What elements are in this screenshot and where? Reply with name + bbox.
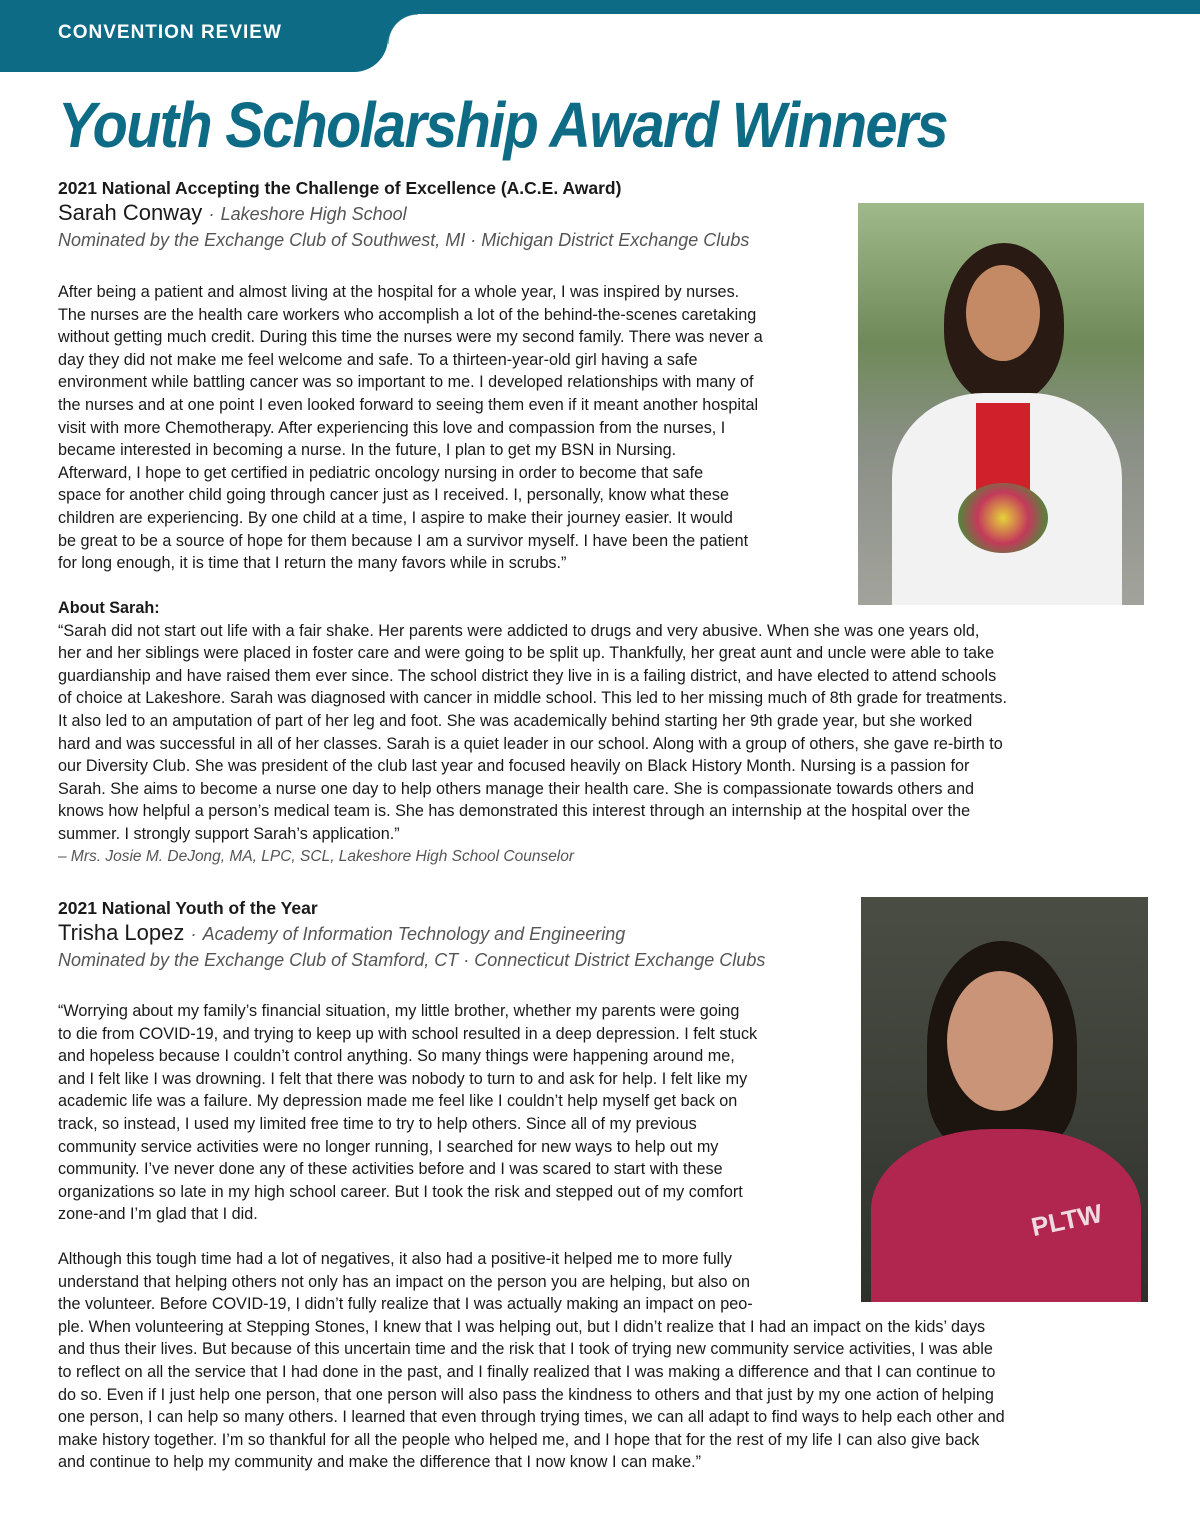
winner1-essay-line: space for another child going through cancer just as I received. I, personally, know what these [58, 486, 729, 505]
winner2-essay-line: and thus their lives. But because of this uncertain time and the risk that I took of trying new community service activities, I was able [58, 1340, 993, 1359]
winner2-essay-line: and continue to help my community and make the difference that I now know I can make.” [58, 1453, 702, 1472]
winner2-essay-line: and I felt like I was drowning. I felt that there was nobody to turn to and ask for help. I felt like my [58, 1069, 748, 1088]
winner2-photo [861, 897, 1148, 1302]
winner2-essay-line: organizations so late in my high school career. But I took the risk and stepped out of my comfort [58, 1182, 743, 1201]
winner2-essay-part2 [58, 1248, 1148, 1474]
winner1-about-line: It also led to an amputation of part of her leg and foot. She was academically behind starting her 9th grade year, but she worked [58, 711, 973, 730]
winner1-separator: · [208, 204, 215, 224]
winner2-header [58, 897, 858, 972]
winner2-essay-line: one person, I can help so many others. I learned that even through trying times, we can all adapt to find ways to help each other and [58, 1408, 1005, 1427]
winner2-essay-part1 [58, 1000, 858, 1226]
winner2-essay-line: “Worrying about my family’s financial situation, my little brother, whether my parents were going [58, 1002, 740, 1020]
winner2-essay-line: ple. When volunteering at Stepping Stones, I knew that I was helping out, but I didn’t realize that I had an impact on the kids’ days [58, 1317, 986, 1336]
section-label: CONVENTION REVIEW [58, 22, 282, 43]
flower-bouquet-shape [958, 483, 1048, 553]
winner1-essay-line: day they did not make me feel welcome and safe. To a thirteen-year-old girl having a safe [58, 350, 698, 369]
winner2-essay-line: to reflect on all the service that I had done in the past, and I finally realized that I was making a difference and that I can continue to [58, 1362, 996, 1381]
winner2-essay-line: zone-and I’m glad that I did. [58, 1205, 258, 1224]
winner1-about [58, 597, 1148, 868]
winner1-signoff: – Mrs. Josie M. DeJong, MA, LPC, SCL, Lakeshore High School Counselor [58, 847, 575, 865]
winner2-essay-line: to die from COVID-19, and trying to keep up with school resulted in a deep depression. I felt stuck [58, 1024, 758, 1043]
winner1-essay-line: environment while battling cancer was so important to me. I developed relationships with many of [58, 373, 754, 392]
winner1-essay-line: the nurses and at one point I even looked forward to seeing them even if it meant another hospital [58, 395, 759, 414]
winner2-essay-line: community service activities were no longer running, I searched for new ways to help out my [58, 1137, 719, 1156]
winner1-essay-line: After being a patient and almost living at the hospital for a whole year, I was inspired by nurses. [58, 283, 740, 301]
winner1-about-line: our Diversity Club. She was president of the club last year and focused heavily on Black History Month. Nursing is a passion for [58, 757, 970, 776]
page-title: Youth Scholarship Award Winners [58, 89, 948, 161]
winner1-essay-line: The nurses are the health care workers who accomplish a lot of the behind-the-scenes caretaking [58, 305, 757, 324]
winner2-essay-line: track, so instead, I used my limited free time to try to help others. Since all of my previous [58, 1114, 697, 1133]
winner1-essay-line: for long enough, it is time that I return the many favors while in scrubs.” [58, 554, 567, 573]
face-shape [966, 265, 1040, 361]
winner1-about-line: Sarah. She aims to become a nurse one day to help others manage their health care. She is compassionate towards others and [58, 779, 975, 798]
winner2-essay-line: community. I’ve never done any of these activities before and I was scared to start with these [58, 1160, 723, 1179]
winner2-nominated-by: Nominated by the Exchange Club of Stamford, CT · Connecticut District Exchange Clubs [58, 950, 766, 970]
winner1-award-title: 2021 National Accepting the Challenge of Excellence (A.C.E. Award) [58, 178, 622, 198]
winner1-about-line: hard and was successful in all of her classes. Sarah is a quiet leader in our school. Along with a group of others, she gave re-birth to [58, 734, 1003, 753]
winner1-photo [858, 203, 1144, 605]
winner1-essay-line: be great to be a source of hope for them because I am a survivor myself. I have been the patient [58, 531, 749, 550]
winner1-essay-line: Afterward, I hope to get certified in pediatric oncology nursing in order to become that safe [58, 463, 704, 482]
winner1-about-line: her and her siblings were placed in foster care and were going to be split up. Thankfully, her great aunt and uncle were able to take [58, 644, 995, 663]
winner1-about-line: “Sarah did not start out life with a fair shake. Her parents were addicted to drugs and very abusive. When she was one years old, [58, 621, 980, 640]
winner1-essay-line: visit with more Chemotherapy. After experiencing this love and compassion from the nurses, I [58, 418, 726, 437]
winner2-essay-line: academic life was a failure. My depression made me feel like I couldn’t help myself get back on [58, 1092, 738, 1111]
winner1-about-line: summer. I strongly support Sarah’s application.” [58, 824, 400, 843]
winner1-essay-line: became interested in becoming a nurse. In the future, I plan to get my BSN in Nursing. [58, 441, 677, 460]
winner2-essay-line: and hopeless because I couldn’t control anything. So many things were happening around me, [58, 1047, 735, 1066]
winner2-name: Trisha Lopez [58, 920, 185, 945]
winner1-about-line: knows how helpful a person’s medical team is. She has demonstrated this interest through an internship at the hospital over the [58, 802, 971, 821]
winner2-essay-line: make history together. I’m so thankful for all the people who helped me, and I hope that for the rest of my life I can also give back [58, 1430, 980, 1449]
winner1-about-heading: About Sarah: [58, 599, 160, 617]
winner2-name-line [58, 919, 858, 948]
face-shape [947, 971, 1053, 1111]
winner1-about-line: of choice at Lakeshore. Sarah was diagnosed with cancer in middle school. This led to her missing much of 8th grade for treatments. [58, 689, 1007, 708]
winner1-nominated-by: Nominated by the Exchange Club of Southwest, MI · Michigan District Exchange Clubs [58, 230, 750, 250]
winner1-name: Sarah Conway [58, 200, 203, 225]
winner2-separator: · [190, 924, 197, 944]
winner2-award-title: 2021 National Youth of the Year [58, 898, 318, 918]
winner1-essay-line: without getting much credit. During this time the nurses were my second family. There was never a [58, 328, 763, 347]
winner2-essay-line: understand that helping others not only has an impact on the person you are helping, but also on [58, 1272, 751, 1291]
winner1-essay [58, 281, 858, 575]
winner2-essay-line: do so. Even if I just help one person, that one person will also pass the kindness to others and that just by my one action of helping [58, 1385, 994, 1404]
section-tab [0, 0, 388, 72]
winner2-essay-line: the volunteer. Before COVID-19, I didn’t fully realize that I was actually making an impact on peo- [58, 1295, 753, 1314]
winner2-essay-line: Although this tough time had a lot of negatives, it also had a positive-it helped me to more fully [58, 1250, 732, 1268]
winner1-essay-line: children are experiencing. By one child at a time, I aspire to make their journey easier. It would [58, 508, 733, 527]
winner2-school: Academy of Information Technology and Engineering [202, 924, 626, 944]
shirt-logo-text: PLTW [1028, 1197, 1105, 1243]
winner1-school: Lakeshore High School [220, 204, 407, 224]
winner1-about-line: guardianship and have raised them ever since. The school district they live in is a failing district, and have elected to attend schools [58, 666, 997, 685]
